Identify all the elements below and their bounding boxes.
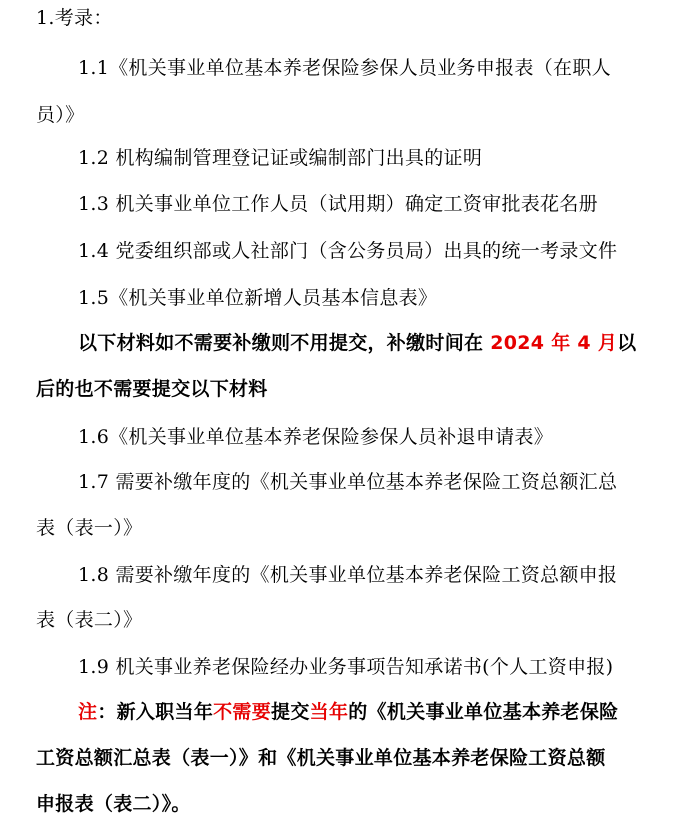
- notice-text-1: 以下材料如不需要补缴则不用提交，补缴时间在: [78, 332, 491, 354]
- section-heading: 1.考录：: [36, 7, 113, 29]
- note-label: 注: [78, 701, 98, 723]
- notice-text-2: 以: [617, 332, 637, 354]
- item-1-7-line-2: 表（表一）》: [36, 517, 143, 539]
- item-1-1-line-2: 员）》: [36, 104, 85, 126]
- item-1-1-line-1: 1.1《机关事业单位基本养老保险参保人员业务申报表（在职人: [78, 57, 611, 79]
- item-1-7-line-1: 1.7 需要补缴年度的《机关事业单位基本养老保险工资总额汇总: [78, 471, 618, 493]
- note-text-2: 提交: [271, 701, 310, 723]
- notice-line-2: 后的也不需要提交以下材料: [36, 378, 268, 400]
- note-highlight-1: 不需要: [213, 701, 272, 723]
- item-1-5: 1.5《机关事业单位新增人员基本信息表》: [78, 287, 438, 309]
- item-1-2: 1.2 机构编制管理登记证或编制部门出具的证明: [78, 147, 483, 169]
- item-1-6: 1.6《机关事业单位基本养老保险参保人员补退申请表》: [78, 426, 554, 448]
- item-1-8-line-2: 表（表二）》: [36, 609, 143, 631]
- item-1-9: 1.9 机关事业养老保险经办业务事项告知承诺书(个人工资申报): [78, 656, 614, 678]
- note-highlight-2: 当年: [309, 701, 349, 723]
- notice-line-1: [78, 331, 636, 355]
- note-line-2: 工资总额汇总表（表一）》和《机关事业单位基本养老保险工资总额: [36, 747, 606, 769]
- item-1-4: 1.4 党委组织部或人社部门（含公务员局）出具的统一考录文件: [78, 240, 618, 262]
- item-1-8-line-1: 1.8 需要补缴年度的《机关事业单位基本养老保险工资总额申报: [78, 564, 618, 586]
- note-text-3: 的《机关事业单位基本养老保险: [348, 701, 619, 723]
- note-line-3: 申报表（表二）》。: [36, 793, 191, 815]
- note-line-1: [78, 700, 618, 724]
- notice-date: 2024 年 4 月: [490, 332, 618, 354]
- note-text-1: ：新入职当年: [97, 701, 214, 723]
- item-1-3: 1.3 机关事业单位工作人员（试用期）确定工资审批表花名册: [78, 193, 598, 215]
